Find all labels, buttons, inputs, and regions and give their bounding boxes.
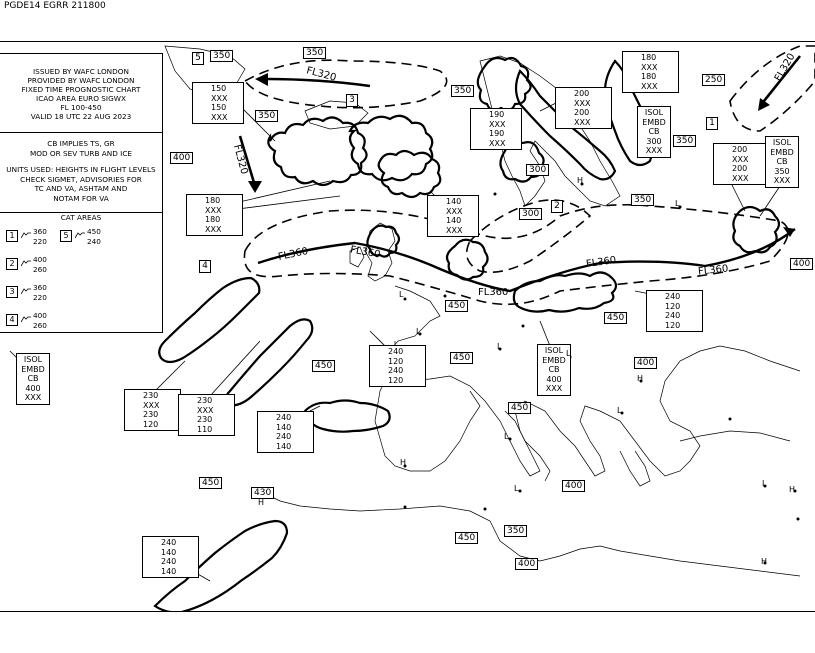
pressure-letter: L	[566, 349, 571, 358]
cloud-label: 200 XXX 200 XXX	[713, 143, 770, 185]
tropopause-height: 350	[451, 85, 474, 97]
cloud-label: 240 120 240 120	[646, 290, 703, 332]
tropopause-height: 450	[450, 352, 473, 364]
info-line: FIXED TIME PROGNOSTIC CHART	[21, 85, 141, 94]
cloud-area-alps	[514, 272, 616, 311]
tropopause-height: 450	[604, 312, 627, 324]
note-line: MOD OR SEV TURB AND ICE	[29, 148, 133, 158]
tropopause-height: 350	[303, 47, 326, 59]
turbulence-icon	[21, 287, 31, 295]
cloud-label: 150 XXX 150 XXX	[192, 82, 244, 124]
jet-fl-label: FL360	[585, 254, 618, 271]
tropopause-height: 400	[790, 258, 813, 270]
cloud-area-sw	[159, 278, 259, 362]
tropopause-height: 430	[251, 487, 274, 499]
coastline-turkey	[680, 431, 790, 441]
jet-fl-label: FL360	[697, 263, 729, 278]
tropopause-height: 350	[631, 194, 654, 206]
tropopause-height: 350	[255, 110, 278, 122]
tropopause-height: 350	[504, 525, 527, 537]
note-line: UNITS USED: HEIGHTS IN FLIGHT LEVELS	[6, 165, 156, 174]
cat-area-top: 360	[33, 227, 47, 236]
tropopause-height: 450	[508, 402, 531, 414]
cloud-label: 180 XXX 180 XXX	[622, 51, 679, 93]
cat-area-base: 240	[87, 237, 101, 246]
cloud-area-iberia	[305, 401, 390, 432]
jet-stream-north	[265, 79, 370, 86]
cat-areas-title: CAT AREAS	[60, 213, 102, 222]
pressure-letter: H	[637, 374, 644, 383]
tropopause-height: 400	[634, 357, 657, 369]
pressure-letter: L	[504, 432, 509, 441]
pressure-letter: L	[617, 406, 622, 415]
cat-area-number: 4	[6, 314, 18, 326]
cat-area-legend-item	[56, 227, 116, 247]
note-line: CB IMPLIES TS, GR	[47, 139, 115, 148]
info-line: ICAO AREA EURO SIGWX	[36, 94, 126, 103]
turbulence-icon	[21, 315, 31, 323]
cat-area-marker: 4	[199, 260, 211, 273]
pressure-letter: L	[416, 327, 421, 336]
cloud-label: 180 XXX 180 XXX	[186, 194, 243, 236]
cloud-label: 190 XXX 190 XXX	[470, 108, 522, 150]
turbulence-icon	[75, 231, 85, 239]
cloud-area-east	[733, 207, 779, 252]
jet-fl-label: FL320	[305, 65, 338, 84]
cloud-area-north-sea	[379, 151, 441, 197]
tropopause-height: 250	[702, 74, 725, 86]
cat-area-marker: 3	[346, 94, 358, 107]
tropopause-height: 300	[526, 164, 549, 176]
cat-area-top: 360	[33, 283, 47, 292]
cloud-label: 240 140 240 140	[142, 536, 199, 578]
note-line: NOTAM FOR VA	[53, 193, 109, 203]
jet-fl-label: FL360	[349, 244, 382, 261]
cat-area-number: 3	[6, 286, 18, 298]
tropopause-height: 350	[673, 135, 696, 147]
chart-identifier: PGDE14 EGRR 211800	[4, 1, 106, 11]
jet-fl-label: FL320	[230, 143, 250, 176]
cloud-label: 140 XXX 140 XXX	[427, 195, 479, 237]
pressure-letter: L	[399, 290, 404, 299]
jet-stream-main	[258, 229, 795, 291]
tropopause-height: 400	[170, 152, 193, 164]
cat-area-base: 220	[33, 293, 47, 302]
cat-area-legend-item	[2, 283, 62, 303]
cat-area-base: 260	[33, 265, 47, 274]
jet-fl-label: FL360	[478, 287, 509, 298]
pressure-letter: L	[675, 199, 680, 208]
cloud-label: 240 120 240 120	[369, 345, 426, 387]
cat-area-number: 1	[6, 230, 18, 242]
coastline-greece	[620, 451, 650, 486]
cat-area-base: 220	[33, 237, 47, 246]
turbulence-icon	[21, 259, 31, 267]
cat-area-marker: 5	[192, 52, 204, 65]
pressure-letter: L	[497, 342, 502, 351]
cloud-label: 230 XXX 230 120	[124, 389, 181, 431]
cloud-label: 200 XXX 200 XXX	[555, 87, 612, 129]
tropopause-height: 350	[210, 50, 233, 62]
coastline-europe-main	[380, 286, 800, 476]
note-line: TC AND VA, ASHTAM AND	[34, 184, 128, 193]
info-line: FL 100-450	[60, 103, 102, 112]
tropopause-height: 450	[445, 300, 468, 312]
tropopause-height: 400	[515, 558, 538, 570]
turbulence-icon	[21, 231, 31, 239]
pressure-letter: H	[789, 485, 796, 494]
cat-area-legend-item	[2, 227, 62, 247]
cat-area-top: 450	[87, 227, 101, 236]
notes-panel	[0, 133, 163, 213]
tropopause-height: 450	[455, 532, 478, 544]
cat-area-legend-item	[2, 255, 62, 275]
pressure-letter: L	[514, 484, 519, 493]
jet-fl-label: FL360	[277, 245, 310, 264]
pressure-letter: H	[577, 176, 584, 185]
cb-label: ISOL EMBD CB 350 XXX	[765, 136, 799, 188]
jet-arrowhead-north	[255, 73, 268, 86]
cb-label: ISOL EMBD CB 400 XXX	[537, 344, 571, 396]
info-line: ISSUED BY WAFC LONDON	[33, 67, 129, 76]
jet-arrowhead-west	[248, 181, 262, 193]
cb-label: ISOL EMBD CB 400 XXX	[16, 353, 50, 405]
issuer-info-panel	[0, 53, 163, 133]
cat-area-top: 400	[33, 255, 47, 264]
cat-area-marker: 2	[551, 200, 563, 213]
cat-area-base: 260	[33, 321, 47, 330]
pressure-letter: L	[762, 479, 767, 488]
note-line: CHECK SIGMET, ADVISORIES FOR	[20, 174, 142, 184]
sigwx-chart	[0, 41, 815, 612]
cloud-label: 240 140 240 140	[257, 411, 314, 453]
cat-area-number: 5	[60, 230, 72, 242]
cat-area-legend-item	[2, 311, 62, 331]
cat-areas-legend	[0, 213, 163, 333]
pressure-letter: H	[761, 557, 768, 566]
cloud-area-biscay	[225, 319, 312, 405]
jet-fl-label: FL320	[772, 51, 798, 84]
cat-area-marker: 1	[706, 117, 718, 130]
cloud-label: 230 XXX 230 110	[178, 394, 235, 436]
tropopause-height: 300	[519, 208, 542, 220]
tropopause-height: 400	[562, 480, 585, 492]
pressure-letter: H	[400, 458, 407, 467]
cat-area-top: 400	[33, 311, 47, 320]
tropopause-height: 450	[199, 477, 222, 489]
pressure-letter: H	[258, 498, 265, 507]
info-line: PROVIDED BY WAFC LONDON	[27, 76, 135, 85]
cb-label: ISOL EMBD CB 300 XXX	[637, 106, 671, 158]
info-line: VALID 18 UTC 22 AUG 2023	[30, 112, 132, 121]
cat-area-number: 2	[6, 258, 18, 270]
tropopause-height: 450	[312, 360, 335, 372]
